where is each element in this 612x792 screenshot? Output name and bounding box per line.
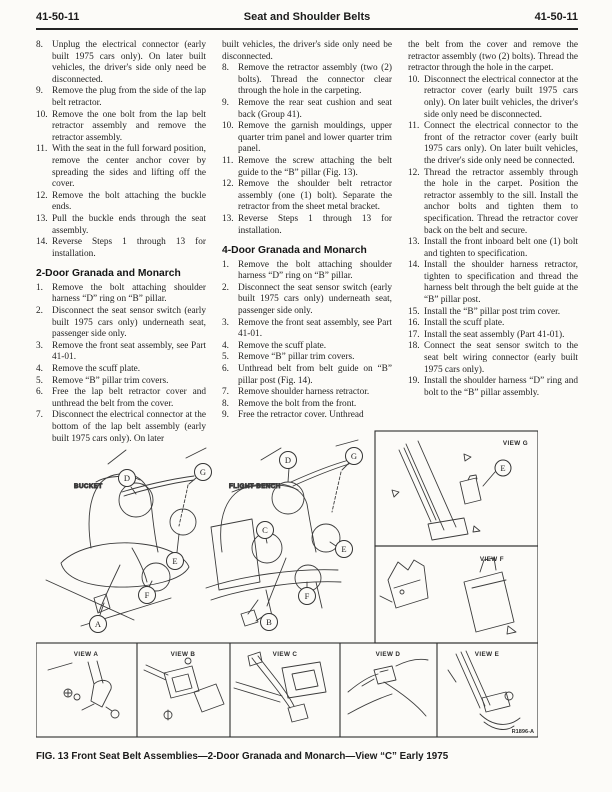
step-number: 15. bbox=[408, 306, 420, 317]
step-item bbox=[408, 376, 578, 399]
column-1 bbox=[36, 40, 206, 445]
step-text: Disconnect the seat sensor switch (early built 1975 cars only) underneath seat, passenger side only. bbox=[238, 282, 392, 317]
step-item bbox=[36, 376, 206, 388]
step-item bbox=[222, 63, 392, 98]
callout-f-letter-bench: F bbox=[304, 591, 310, 601]
step-number: 7. bbox=[222, 387, 229, 398]
step-text: Install the scuff plate. bbox=[424, 318, 505, 329]
step-item bbox=[222, 214, 392, 237]
step-item bbox=[222, 387, 392, 399]
step-text: Thread the retractor assembly through the hole in the carpet. Position the retractor assembly to the sill. Install the anchor bolts and tighten them to specification. Thread the retractor cover back on the belt and secure. bbox=[424, 167, 578, 236]
step-number: 7. bbox=[36, 410, 43, 421]
view-e-panel bbox=[448, 651, 534, 735]
step-item bbox=[222, 98, 392, 121]
step-number: 12. bbox=[222, 179, 234, 190]
step-item bbox=[222, 156, 392, 179]
figure-caption: FIG. 13 Front Seat Belt Assemblies—2-Door Granada and Monarch—View “C” Early 1975 bbox=[36, 751, 449, 762]
callout-e-letter-bench: E bbox=[341, 544, 347, 554]
section-code-left: 41-50-11 bbox=[36, 11, 80, 23]
callout-c-letter-bench: C bbox=[262, 525, 268, 535]
callout-d-letter-bench: D bbox=[284, 455, 292, 465]
callout-g-letter-bench: G bbox=[350, 451, 358, 461]
step-number: 10. bbox=[36, 109, 48, 120]
step-number: 10. bbox=[408, 74, 420, 85]
step-item bbox=[36, 191, 206, 214]
view-e-label: VIEW E bbox=[474, 651, 500, 658]
step-number: 2. bbox=[36, 306, 43, 317]
flight-bench-label: FLIGHT BENCH bbox=[229, 483, 281, 490]
step-item bbox=[408, 237, 578, 260]
step-number: 4. bbox=[222, 340, 229, 351]
step-item bbox=[36, 306, 206, 341]
step-number: 14. bbox=[36, 237, 48, 248]
step-item bbox=[222, 352, 392, 364]
step-text: Remove “B” pillar trim covers. bbox=[52, 375, 169, 386]
step-number: 9. bbox=[222, 97, 229, 108]
step-item bbox=[36, 237, 206, 260]
view-d-label: VIEW D bbox=[375, 651, 401, 658]
step-item bbox=[408, 121, 578, 167]
step-item bbox=[36, 86, 206, 109]
step-text: Pull the buckle ends through the seat assembly. bbox=[52, 213, 206, 236]
step-number: 8. bbox=[222, 398, 229, 409]
step-number: 5. bbox=[36, 375, 43, 386]
section-heading: 2-Door Granada and Monarch bbox=[36, 268, 181, 280]
step-number: 6. bbox=[222, 364, 229, 375]
step-text: Remove the rear seat cushion and seat back (Group 41). bbox=[238, 97, 392, 120]
step-text: Install the shoulder harness “D” ring and bolt to the “B” pillar assembly. bbox=[424, 376, 578, 398]
step-number: 10. bbox=[222, 121, 234, 132]
step-number: 3. bbox=[222, 317, 229, 328]
view-b-panel bbox=[144, 651, 224, 720]
step-item bbox=[408, 307, 578, 319]
view-b-label: VIEW B bbox=[170, 651, 196, 658]
step-text: Reverse Steps 1 through 13 for installation. bbox=[52, 237, 206, 259]
step-number: 8. bbox=[36, 40, 43, 50]
step-text: Remove the front seat assembly, see Part 41-01. bbox=[52, 340, 206, 363]
step-item bbox=[408, 341, 578, 376]
step-number: 12. bbox=[36, 190, 48, 201]
view-f-label: VIEW F bbox=[479, 556, 504, 563]
step-text: Disconnect the seat sensor switch (early built 1975 cars only) underneath seat, passenger side only. bbox=[52, 306, 206, 340]
step-item bbox=[222, 318, 392, 341]
figure-13 bbox=[36, 430, 538, 742]
step-item bbox=[222, 341, 392, 353]
step-text: Disconnect the electrical connector at the retractor cover (early built 1975 cars only). On later built vehicles, the driver's side only need be disconnected. bbox=[424, 74, 578, 120]
callout-e-letter: E bbox=[172, 556, 178, 566]
view-a-label: VIEW A bbox=[73, 651, 99, 658]
step-item bbox=[36, 387, 206, 410]
step-text: Remove the retractor assembly (two (2) bolts). Thread the connector clear through the hole in the carpeting. bbox=[238, 63, 392, 97]
bottom-view-strip bbox=[36, 643, 538, 737]
step-number: 19. bbox=[408, 376, 420, 387]
step-text: Free the lap belt retractor cover and unthread the belt from the cover. bbox=[52, 387, 206, 409]
step-item bbox=[222, 364, 392, 387]
step-text: Remove the bolt attaching the buckle ends. bbox=[52, 190, 206, 213]
column-3 bbox=[408, 40, 578, 445]
step-number: 17. bbox=[408, 329, 420, 340]
step-number: 11. bbox=[36, 144, 48, 155]
step-item bbox=[222, 410, 392, 422]
step-item bbox=[222, 283, 392, 318]
section-heading: 4-Door Granada and Monarch bbox=[222, 245, 367, 257]
callout-b-letter-bench: B bbox=[266, 617, 272, 627]
callout-d-letter: D bbox=[123, 473, 131, 483]
step-text: Remove the bolt attaching shoulder harness “D” ring on “B” pillar. bbox=[238, 259, 392, 282]
callout-e-letter-view-g: E bbox=[500, 463, 506, 473]
bucket-label: BUCKET bbox=[74, 483, 103, 490]
step-number: 13. bbox=[408, 237, 420, 248]
step-number: 8. bbox=[222, 63, 229, 74]
step-item bbox=[408, 330, 578, 342]
step-number: 16. bbox=[408, 318, 420, 329]
step-number: 1. bbox=[222, 259, 229, 270]
step-item bbox=[36, 283, 206, 306]
step-text: Install the “B” pillar post trim cover. bbox=[424, 306, 561, 317]
step-number: 13. bbox=[222, 213, 234, 224]
step-text: Install the front inboard belt one (1) bolt and tighten to specification. bbox=[424, 237, 578, 259]
column-2 bbox=[222, 40, 392, 445]
step-text: Reverse Steps 1 through 13 for installation. bbox=[238, 213, 392, 236]
step-text: Unplug the electrical connector (early built 1975 cars only). On later built vehicles, the driver's side only need be disconnected. bbox=[52, 40, 206, 85]
view-f-panel bbox=[375, 546, 538, 643]
step-text: Remove the bolt attaching shoulder harness “D” ring on “B” pillar. bbox=[52, 282, 206, 305]
step-item bbox=[222, 179, 392, 214]
bench-callouts bbox=[256, 448, 363, 631]
step-text: Remove the bolt from the front. bbox=[238, 398, 357, 409]
step-number: 3. bbox=[36, 340, 43, 351]
section-code-right: 41-50-11 bbox=[534, 11, 578, 23]
flight-bench-illustration bbox=[206, 440, 358, 626]
figure-ref-code: R1896-A bbox=[511, 729, 534, 735]
step-number: 9. bbox=[36, 86, 43, 97]
figure-13-artwork bbox=[36, 430, 538, 740]
step-item bbox=[222, 121, 392, 156]
step-text: Remove the plug from the side of the lap belt retractor. bbox=[52, 86, 206, 108]
step-continuation-text: built vehicles, the driver's side only need be disconnected. bbox=[222, 40, 392, 62]
page-header bbox=[36, 11, 578, 23]
step-text: With the seat in the full forward position, remove the center anchor cover by spreading the sides and lifting off the cover. bbox=[52, 144, 206, 190]
step-text: Install the seat assembly (Part 41-01). bbox=[424, 329, 565, 340]
step-text: Remove the garnish mouldings, upper quarter trim panel and lower quarter trim panel. bbox=[238, 121, 392, 155]
view-a-panel bbox=[48, 651, 119, 718]
step-number: 11. bbox=[408, 121, 420, 132]
step-number: 11. bbox=[222, 155, 234, 166]
step-item bbox=[222, 399, 392, 411]
step-text: Unthread belt from belt guide on “B” pillar post (Fig. 14). bbox=[238, 364, 392, 386]
step-number: 12. bbox=[408, 167, 420, 178]
callout-g-letter: G bbox=[199, 467, 207, 477]
step-item bbox=[408, 318, 578, 330]
view-c-label: VIEW C bbox=[272, 651, 298, 658]
step-number: 6. bbox=[36, 387, 43, 398]
step-number: 18. bbox=[408, 341, 420, 352]
step-text: Remove the scuff plate. bbox=[238, 340, 327, 351]
step-text: Connect the electrical connector to the front of the retractor cover (early built 1975 cars only). On later built vehicles, the driver's side only need be connected. bbox=[424, 121, 578, 166]
step-number: 9. bbox=[222, 410, 229, 421]
step-continuation-text: the belt from the cover and remove the retractor assembly (two (2) bolts). Thread the retractor through the hole in the carpet. bbox=[408, 40, 578, 74]
step-item bbox=[36, 214, 206, 237]
step-text: Remove the one bolt from the lap belt retractor assembly and remove the retractor assembly. bbox=[52, 109, 206, 143]
callout-f-letter: F bbox=[144, 590, 150, 600]
step-text: Remove the scuff plate. bbox=[52, 364, 141, 375]
step-text: Free the retractor cover. Unthread bbox=[238, 410, 364, 421]
view-g-panel bbox=[375, 431, 538, 546]
view-g-label: VIEW G bbox=[502, 440, 528, 447]
step-item bbox=[36, 40, 206, 86]
step-item bbox=[408, 260, 578, 306]
view-d-panel bbox=[348, 651, 428, 716]
step-item bbox=[408, 168, 578, 238]
step-text: Remove the front seat assembly, see Part 41-01. bbox=[238, 317, 392, 340]
step-item bbox=[36, 144, 206, 190]
step-number: 13. bbox=[36, 213, 48, 224]
callout-a-letter: A bbox=[94, 619, 102, 629]
header-rule bbox=[36, 28, 578, 30]
step-text: Remove shoulder harness retractor. bbox=[238, 387, 370, 398]
step-number: 5. bbox=[222, 352, 229, 363]
step-text: Remove “B” pillar trim covers. bbox=[238, 352, 355, 363]
step-item bbox=[36, 341, 206, 364]
step-text: Remove the screw attaching the belt guide to the “B” pillar (Fig. 13). bbox=[238, 155, 392, 178]
step-number: 2. bbox=[222, 282, 229, 293]
view-c-panel bbox=[234, 651, 326, 722]
step-number: 4. bbox=[36, 364, 43, 375]
step-item bbox=[222, 260, 392, 283]
step-item bbox=[408, 75, 578, 121]
step-item bbox=[36, 364, 206, 376]
step-text: Install the shoulder harness retractor, tighten to specification and thread the harness belt through the belt guide at the “B” pillar post. bbox=[424, 260, 578, 306]
step-item bbox=[36, 110, 206, 145]
page-title: Seat and Shoulder Belts bbox=[243, 11, 371, 23]
step-number: 14. bbox=[408, 260, 420, 271]
step-text: Disconnect the electrical connector at the bottom of the lap belt assembly (early built 1975 cars only). On later bbox=[52, 410, 206, 444]
step-text: Remove the shoulder belt retractor assembly (one (1) bolt). Separate the retractor from the sheet metal bracket. bbox=[238, 179, 392, 213]
instruction-columns bbox=[36, 40, 578, 445]
step-number: 1. bbox=[36, 282, 43, 293]
step-text: Connect the seat sensor switch to the seat belt wiring connector (early built 1975 cars only). bbox=[424, 341, 578, 375]
